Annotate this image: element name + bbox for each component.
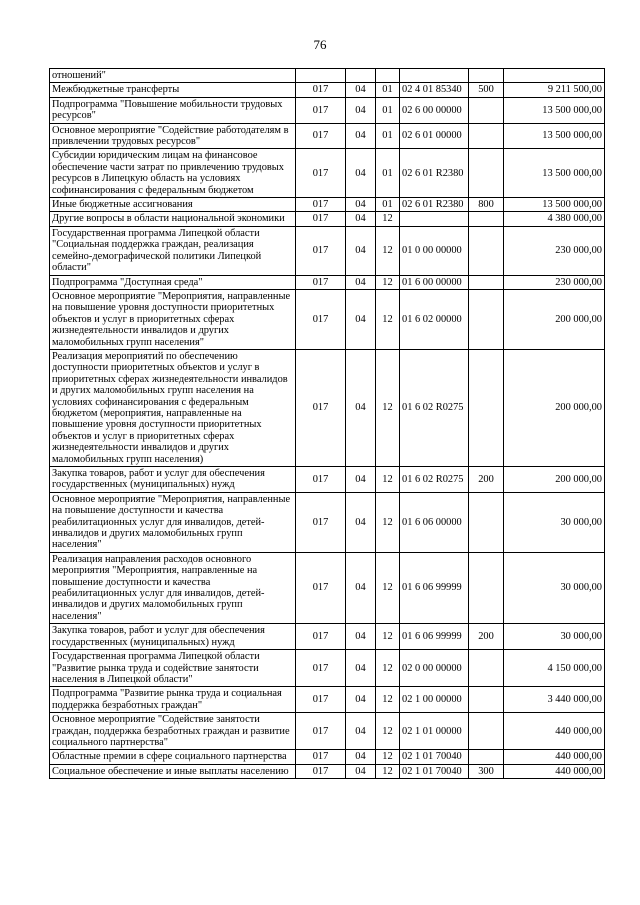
table-row xyxy=(50,198,605,212)
row-department-code-cell: 017 xyxy=(296,750,346,764)
row-section-code-cell: 04 xyxy=(346,83,376,97)
row-section-code-cell: 04 xyxy=(346,97,376,123)
row-department-code-cell: 017 xyxy=(296,198,346,212)
row-subsection-code-cell: 12 xyxy=(376,624,400,650)
row-department-code-cell: 017 xyxy=(296,687,346,713)
row-expense-type-code-cell xyxy=(469,650,504,687)
row-section-code-cell: 04 xyxy=(346,212,376,226)
row-expense-type-code-cell xyxy=(469,149,504,198)
row-department-code-cell: 017 xyxy=(296,289,346,349)
row-expense-type-code-cell xyxy=(469,123,504,149)
table-row xyxy=(50,764,605,778)
row-department-code-cell: 017 xyxy=(296,650,346,687)
row-department-code-cell: 017 xyxy=(296,713,346,750)
table-row xyxy=(50,149,605,198)
row-name-cell: Закупка товаров, работ и услуг для обеспечения государственных (муниципальных) нужд xyxy=(50,624,296,650)
row-name-cell: Социальное обеспечение и иные выплаты населению xyxy=(50,764,296,778)
row-target-item-code-cell: 02 6 01 R2380 xyxy=(400,149,469,198)
table-row xyxy=(50,492,605,552)
row-amount-cell xyxy=(504,69,605,83)
row-name-cell: Подпрограмма "Развитие рынка труда и социальная поддержка безработных граждан" xyxy=(50,687,296,713)
row-section-code-cell: 04 xyxy=(346,467,376,493)
row-amount-cell: 30 000,00 xyxy=(504,552,605,623)
row-department-code-cell: 017 xyxy=(296,212,346,226)
row-department-code-cell: 017 xyxy=(296,624,346,650)
row-subsection-code-cell: 12 xyxy=(376,713,400,750)
row-subsection-code-cell: 12 xyxy=(376,650,400,687)
row-expense-type-code-cell: 800 xyxy=(469,198,504,212)
row-name-cell: Основное мероприятие "Мероприятия, направленные на повышение доступности и качества реабилитационных услуг для инвалидов, детей-инвалидов и других маломобильных групп населения" xyxy=(50,492,296,552)
row-name-cell: Межбюджетные трансферты xyxy=(50,83,296,97)
row-target-item-code-cell: 01 6 02 R0275 xyxy=(400,467,469,493)
row-target-item-code-cell: 02 6 01 R2380 xyxy=(400,198,469,212)
table-row xyxy=(50,69,605,83)
row-subsection-code-cell: 01 xyxy=(376,83,400,97)
row-name-cell: Реализация направления расходов основного мероприятия "Мероприятия, направленные на повышение доступности и качества реабилитационных услуг для инвалидов, детей-инвалидов и других маломобильных групп населения" xyxy=(50,552,296,623)
row-section-code-cell: 04 xyxy=(346,552,376,623)
row-target-item-code-cell: 01 6 06 00000 xyxy=(400,492,469,552)
row-section-code-cell: 04 xyxy=(346,123,376,149)
row-amount-cell: 30 000,00 xyxy=(504,492,605,552)
table-row xyxy=(50,123,605,149)
row-subsection-code-cell: 12 xyxy=(376,226,400,275)
row-amount-cell: 13 500 000,00 xyxy=(504,123,605,149)
row-target-item-code-cell: 02 4 01 85340 xyxy=(400,83,469,97)
row-subsection-code-cell: 12 xyxy=(376,212,400,226)
row-name-cell: Основное мероприятие "Содействие работодателям в привлечении трудовых ресурсов" xyxy=(50,123,296,149)
row-department-code-cell: 017 xyxy=(296,275,346,289)
row-target-item-code-cell xyxy=(400,69,469,83)
row-subsection-code-cell: 01 xyxy=(376,123,400,149)
row-target-item-code-cell: 02 1 01 70040 xyxy=(400,764,469,778)
row-department-code-cell: 017 xyxy=(296,149,346,198)
row-target-item-code-cell: 01 6 06 99999 xyxy=(400,624,469,650)
row-expense-type-code-cell: 200 xyxy=(469,624,504,650)
row-expense-type-code-cell xyxy=(469,97,504,123)
row-target-item-code-cell: 01 6 06 99999 xyxy=(400,552,469,623)
row-amount-cell: 13 500 000,00 xyxy=(504,149,605,198)
row-subsection-code-cell: 01 xyxy=(376,149,400,198)
table-row xyxy=(50,97,605,123)
row-subsection-code-cell: 12 xyxy=(376,275,400,289)
row-expense-type-code-cell xyxy=(469,275,504,289)
row-target-item-code-cell: 01 6 00 00000 xyxy=(400,275,469,289)
row-expense-type-code-cell xyxy=(469,212,504,226)
table-row xyxy=(50,289,605,349)
row-subsection-code-cell xyxy=(376,69,400,83)
row-section-code-cell: 04 xyxy=(346,492,376,552)
row-amount-cell: 440 000,00 xyxy=(504,713,605,750)
table-row xyxy=(50,750,605,764)
row-expense-type-code-cell xyxy=(469,349,504,466)
row-subsection-code-cell: 12 xyxy=(376,750,400,764)
row-name-cell: Иные бюджетные ассигнования xyxy=(50,198,296,212)
row-department-code-cell: 017 xyxy=(296,83,346,97)
row-name-cell: Государственная программа Липецкой области "Развитие рынка труда и содействие занятости населения в Липецкой области" xyxy=(50,650,296,687)
row-department-code-cell: 017 xyxy=(296,97,346,123)
table-row xyxy=(50,687,605,713)
row-subsection-code-cell: 12 xyxy=(376,289,400,349)
row-name-cell: Субсидии юридическим лицам на финансовое обеспечение части затрат по привлечению трудовых ресурсов в Липецкую область на условиях софинансирования с федеральным бюджетом xyxy=(50,149,296,198)
row-amount-cell: 9 211 500,00 xyxy=(504,83,605,97)
row-department-code-cell: 017 xyxy=(296,123,346,149)
row-expense-type-code-cell xyxy=(469,492,504,552)
row-target-item-code-cell: 02 6 00 00000 xyxy=(400,97,469,123)
row-section-code-cell: 04 xyxy=(346,349,376,466)
row-target-item-code-cell: 01 6 02 R0275 xyxy=(400,349,469,466)
row-department-code-cell: 017 xyxy=(296,467,346,493)
row-subsection-code-cell: 12 xyxy=(376,349,400,466)
row-section-code-cell xyxy=(346,69,376,83)
row-name-cell: Подпрограмма "Доступная среда" xyxy=(50,275,296,289)
row-section-code-cell: 04 xyxy=(346,198,376,212)
row-name-cell: Областные премии в сфере социального партнерства xyxy=(50,750,296,764)
row-target-item-code-cell: 02 1 01 00000 xyxy=(400,713,469,750)
table-row xyxy=(50,349,605,466)
row-name-cell: Подпрограмма "Повышение мобильности трудовых ресурсов" xyxy=(50,97,296,123)
row-amount-cell: 230 000,00 xyxy=(504,226,605,275)
row-target-item-code-cell: 02 6 01 00000 xyxy=(400,123,469,149)
row-name-cell: Закупка товаров, работ и услуг для обеспечения государственных (муниципальных) нужд xyxy=(50,467,296,493)
row-subsection-code-cell: 12 xyxy=(376,492,400,552)
row-section-code-cell: 04 xyxy=(346,275,376,289)
row-expense-type-code-cell xyxy=(469,713,504,750)
table-row xyxy=(50,212,605,226)
row-amount-cell: 30 000,00 xyxy=(504,624,605,650)
table-row xyxy=(50,713,605,750)
row-department-code-cell: 017 xyxy=(296,492,346,552)
row-expense-type-code-cell xyxy=(469,226,504,275)
page-number: 76 xyxy=(313,37,327,52)
table-row xyxy=(50,552,605,623)
row-expense-type-code-cell: 500 xyxy=(469,83,504,97)
row-department-code-cell: 017 xyxy=(296,764,346,778)
row-name-cell: Реализация мероприятий по обеспечению доступности приоритетных объектов и услуг в приоритетных сферах жизнедеятельности инвалидов и других маломобильных групп населения на условиях софинансирования с федеральным бюджетом (мероприятия, направленные на повышение уровня доступности приоритетных объектов и услуг в приоритетных сферах жизнедеятельности инвалидов и других маломобильных групп населения) xyxy=(50,349,296,466)
table-row xyxy=(50,83,605,97)
row-target-item-code-cell: 01 0 00 00000 xyxy=(400,226,469,275)
row-target-item-code-cell xyxy=(400,212,469,226)
row-expense-type-code-cell xyxy=(469,552,504,623)
row-amount-cell: 440 000,00 xyxy=(504,750,605,764)
row-amount-cell: 3 440 000,00 xyxy=(504,687,605,713)
row-department-code-cell: 017 xyxy=(296,552,346,623)
row-section-code-cell: 04 xyxy=(346,624,376,650)
row-expense-type-code-cell xyxy=(469,687,504,713)
row-target-item-code-cell: 01 6 02 00000 xyxy=(400,289,469,349)
row-target-item-code-cell: 02 0 00 00000 xyxy=(400,650,469,687)
table-row xyxy=(50,467,605,493)
row-target-item-code-cell: 02 1 01 70040 xyxy=(400,750,469,764)
row-section-code-cell: 04 xyxy=(346,226,376,275)
row-expense-type-code-cell xyxy=(469,289,504,349)
row-amount-cell: 200 000,00 xyxy=(504,467,605,493)
row-amount-cell: 13 500 000,00 xyxy=(504,97,605,123)
row-amount-cell: 13 500 000,00 xyxy=(504,198,605,212)
row-subsection-code-cell: 12 xyxy=(376,467,400,493)
row-name-cell: Основное мероприятие "Содействие занятости граждан, поддержка безработных граждан и развитие социального партнерства" xyxy=(50,713,296,750)
row-expense-type-code-cell: 300 xyxy=(469,764,504,778)
row-subsection-code-cell: 01 xyxy=(376,198,400,212)
row-subsection-code-cell: 12 xyxy=(376,764,400,778)
row-subsection-code-cell: 01 xyxy=(376,97,400,123)
row-amount-cell: 4 150 000,00 xyxy=(504,650,605,687)
row-amount-cell: 440 000,00 xyxy=(504,764,605,778)
row-section-code-cell: 04 xyxy=(346,713,376,750)
table-row xyxy=(50,275,605,289)
row-expense-type-code-cell: 200 xyxy=(469,467,504,493)
row-section-code-cell: 04 xyxy=(346,750,376,764)
row-section-code-cell: 04 xyxy=(346,650,376,687)
row-section-code-cell: 04 xyxy=(346,149,376,198)
row-subsection-code-cell: 12 xyxy=(376,687,400,713)
row-amount-cell: 230 000,00 xyxy=(504,275,605,289)
row-section-code-cell: 04 xyxy=(346,289,376,349)
row-expense-type-code-cell xyxy=(469,69,504,83)
row-amount-cell: 200 000,00 xyxy=(504,289,605,349)
row-expense-type-code-cell xyxy=(469,750,504,764)
row-subsection-code-cell: 12 xyxy=(376,552,400,623)
row-name-cell: Основное мероприятие "Мероприятия, направленные на повышение уровня доступности приоритетных объектов и услуг в приоритетных сферах жизнедеятельности инвалидов и других маломобильных групп населения" xyxy=(50,289,296,349)
row-amount-cell: 200 000,00 xyxy=(504,349,605,466)
row-department-code-cell: 017 xyxy=(296,226,346,275)
row-target-item-code-cell: 02 1 00 00000 xyxy=(400,687,469,713)
table-row xyxy=(50,624,605,650)
row-section-code-cell: 04 xyxy=(346,687,376,713)
budget-table xyxy=(49,68,605,779)
row-amount-cell: 4 380 000,00 xyxy=(504,212,605,226)
row-name-cell: Другие вопросы в области национальной экономики xyxy=(50,212,296,226)
row-department-code-cell: 017 xyxy=(296,349,346,466)
row-section-code-cell: 04 xyxy=(346,764,376,778)
table-row xyxy=(50,650,605,687)
row-department-code-cell xyxy=(296,69,346,83)
row-name-cell: отношений" xyxy=(50,69,296,83)
table-row xyxy=(50,226,605,275)
row-name-cell: Государственная программа Липецкой области "Социальная поддержка граждан, реализация семейно-демографической политики Липецкой области" xyxy=(50,226,296,275)
